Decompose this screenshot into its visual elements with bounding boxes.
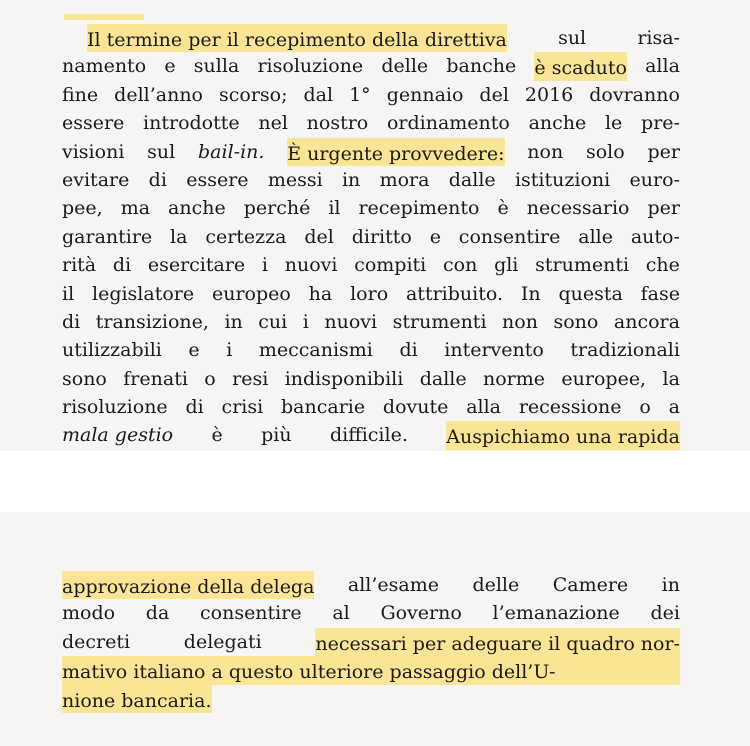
word: loro [350, 282, 389, 305]
word: consentire [200, 602, 302, 625]
word: auto- [630, 225, 680, 248]
paragraph-top [62, 24, 680, 450]
text-line [62, 628, 680, 656]
text-line [62, 685, 680, 713]
word: dovranno [589, 83, 680, 106]
text-line [62, 280, 680, 308]
word: pre- [641, 112, 680, 135]
word: recepimento [358, 197, 480, 220]
highlighted-phrase: Il termine per il recepimento della direttiva [87, 24, 507, 52]
word: garantire [62, 225, 153, 248]
highlighted-phrase: è scaduto [534, 52, 626, 80]
word: il [328, 197, 341, 220]
word: euro- [629, 168, 680, 191]
word: da [145, 602, 170, 625]
word: questa [558, 282, 623, 305]
word: la [170, 225, 188, 248]
word: strumenti [535, 254, 630, 277]
word: le [604, 112, 623, 135]
word: di [185, 396, 204, 419]
word: istituzioni [514, 168, 611, 191]
word: In [520, 282, 541, 305]
text-line [62, 81, 680, 109]
word: namento [62, 55, 147, 78]
text-line [62, 336, 680, 364]
word: fine [62, 83, 99, 106]
paragraph-bottom [62, 571, 680, 713]
word: mora [379, 168, 430, 191]
word: ma [120, 197, 151, 220]
word: compiti [354, 254, 427, 277]
word: di [112, 254, 132, 277]
word: di [148, 168, 167, 191]
highlighted-phrase: nione bancaria. [62, 685, 212, 713]
word: nostro [306, 112, 369, 135]
word: recessione [518, 396, 622, 419]
highlighted-phrase: approvazione della delega [62, 571, 314, 599]
word: o [204, 367, 216, 390]
word: modo [62, 602, 116, 625]
word: non [527, 140, 564, 163]
word: gennaio [386, 83, 464, 106]
word: esercitare [147, 254, 246, 277]
word: in [661, 574, 680, 596]
text-line [62, 223, 680, 251]
word: che [645, 254, 680, 277]
text-line [62, 599, 680, 627]
word: per [647, 140, 680, 163]
word: dalle [419, 367, 467, 390]
word: e [188, 339, 200, 362]
word: messi [267, 168, 323, 191]
text-line [62, 365, 680, 393]
word: sono [553, 310, 599, 333]
word: indisponibili [284, 367, 404, 390]
word: bancarie [281, 396, 366, 419]
italic-term: bail-in. [198, 140, 265, 163]
word: europeo [211, 282, 291, 305]
word: in [224, 310, 243, 333]
word: europee, [561, 367, 647, 390]
text-line [62, 251, 680, 279]
word: resi [232, 367, 269, 390]
word: evitare [62, 168, 130, 191]
word: per [647, 197, 680, 220]
word: anche [528, 112, 587, 135]
word: introdotte [143, 112, 240, 135]
text-line [62, 52, 680, 80]
word: essere [186, 168, 249, 191]
word: di [62, 310, 81, 333]
word: cui [258, 310, 288, 333]
word: tradizionali [570, 339, 680, 362]
word: non [502, 310, 538, 333]
text-line [62, 421, 680, 449]
word: risoluzione [62, 396, 168, 419]
word: rità [62, 254, 97, 277]
italic-term: mala gestio [62, 424, 174, 447]
word: crisi [221, 396, 264, 419]
word: sono [62, 367, 107, 390]
word: consentire [458, 225, 561, 248]
word: pee, [62, 197, 103, 220]
word: la [662, 367, 680, 390]
word: i [302, 310, 309, 333]
word: dei [650, 602, 680, 625]
word: sulla [193, 55, 240, 78]
word: dalle [448, 168, 496, 191]
word: e [429, 225, 441, 248]
text-line [62, 109, 680, 137]
word: delle [472, 574, 520, 596]
word: utilizzabili [62, 339, 162, 362]
word: banche [446, 55, 517, 78]
word: transizione, [95, 310, 209, 333]
word: il [62, 282, 75, 305]
word: decreti [62, 630, 131, 653]
word: risa- [637, 27, 680, 49]
word: i [261, 254, 268, 277]
word: delle [381, 55, 429, 78]
text-line [62, 308, 680, 336]
word: sul [147, 140, 176, 163]
word: in [341, 168, 361, 191]
text-line [62, 24, 680, 52]
text-line [62, 166, 680, 194]
word: Camere [552, 574, 629, 596]
word: necessario [526, 197, 630, 220]
text-line [62, 656, 680, 684]
word: difficile. [329, 424, 408, 447]
highlighted-phrase: necessari per adeguare il quadro nor- [315, 628, 680, 656]
word: attribuito. [405, 282, 503, 305]
word: norme [482, 367, 546, 390]
word: intervento [444, 339, 544, 362]
word: nuovi [284, 254, 338, 277]
word: gli [494, 254, 519, 277]
word: del [479, 83, 509, 106]
word: l’emanazione [492, 602, 620, 625]
word: essere [62, 112, 125, 135]
word: all’esame [347, 574, 439, 596]
word: Governo [380, 602, 462, 625]
highlighted-phrase: È urgente provvedere: [287, 138, 504, 166]
word: dovute [382, 396, 449, 419]
word: certezza [205, 225, 287, 248]
word: di [399, 339, 418, 362]
highlighted-phrase: Auspichiamo una rapida [446, 421, 680, 449]
word: alla [466, 396, 501, 419]
word: e [164, 55, 176, 78]
word: perché [243, 197, 311, 220]
word: solo [585, 140, 625, 163]
word: scorso; [219, 83, 288, 106]
word: 1° [349, 83, 371, 106]
word: dell’anno [114, 83, 203, 106]
word: frenati [123, 367, 188, 390]
word: è [211, 424, 223, 447]
word: è [497, 197, 509, 220]
word: 2016 [524, 83, 574, 106]
word: ordinamento [386, 112, 510, 135]
word: con [443, 254, 478, 277]
highlighted-phrase: mativo italiano a questo ulteriore passaggio dell’U- [62, 656, 680, 684]
word: strumenti [392, 310, 487, 333]
word: delegati [183, 630, 262, 653]
word: più [261, 424, 292, 447]
word: sul [558, 27, 587, 49]
word: a [668, 396, 680, 419]
word: nel [258, 112, 288, 135]
word: visioni [62, 140, 125, 163]
text-line [62, 194, 680, 222]
word: o [639, 396, 651, 419]
word: diritto [351, 225, 412, 248]
text-line [62, 393, 680, 421]
word: nuovi [324, 310, 378, 333]
word: alle [578, 225, 613, 248]
word: anche [168, 197, 226, 220]
word: ha [308, 282, 333, 305]
word: del [304, 225, 334, 248]
word: ancora [613, 310, 680, 333]
word: dal [303, 83, 334, 106]
word: al [332, 602, 350, 625]
highlight-mark [64, 14, 144, 20]
word: alla [645, 55, 680, 78]
word: i [226, 339, 233, 362]
word: legislatore [92, 282, 195, 305]
word: meccanismi [258, 339, 373, 362]
text-line [62, 138, 680, 166]
word: risoluzione [257, 55, 364, 78]
text-line [62, 571, 680, 599]
word: fase [640, 282, 680, 305]
